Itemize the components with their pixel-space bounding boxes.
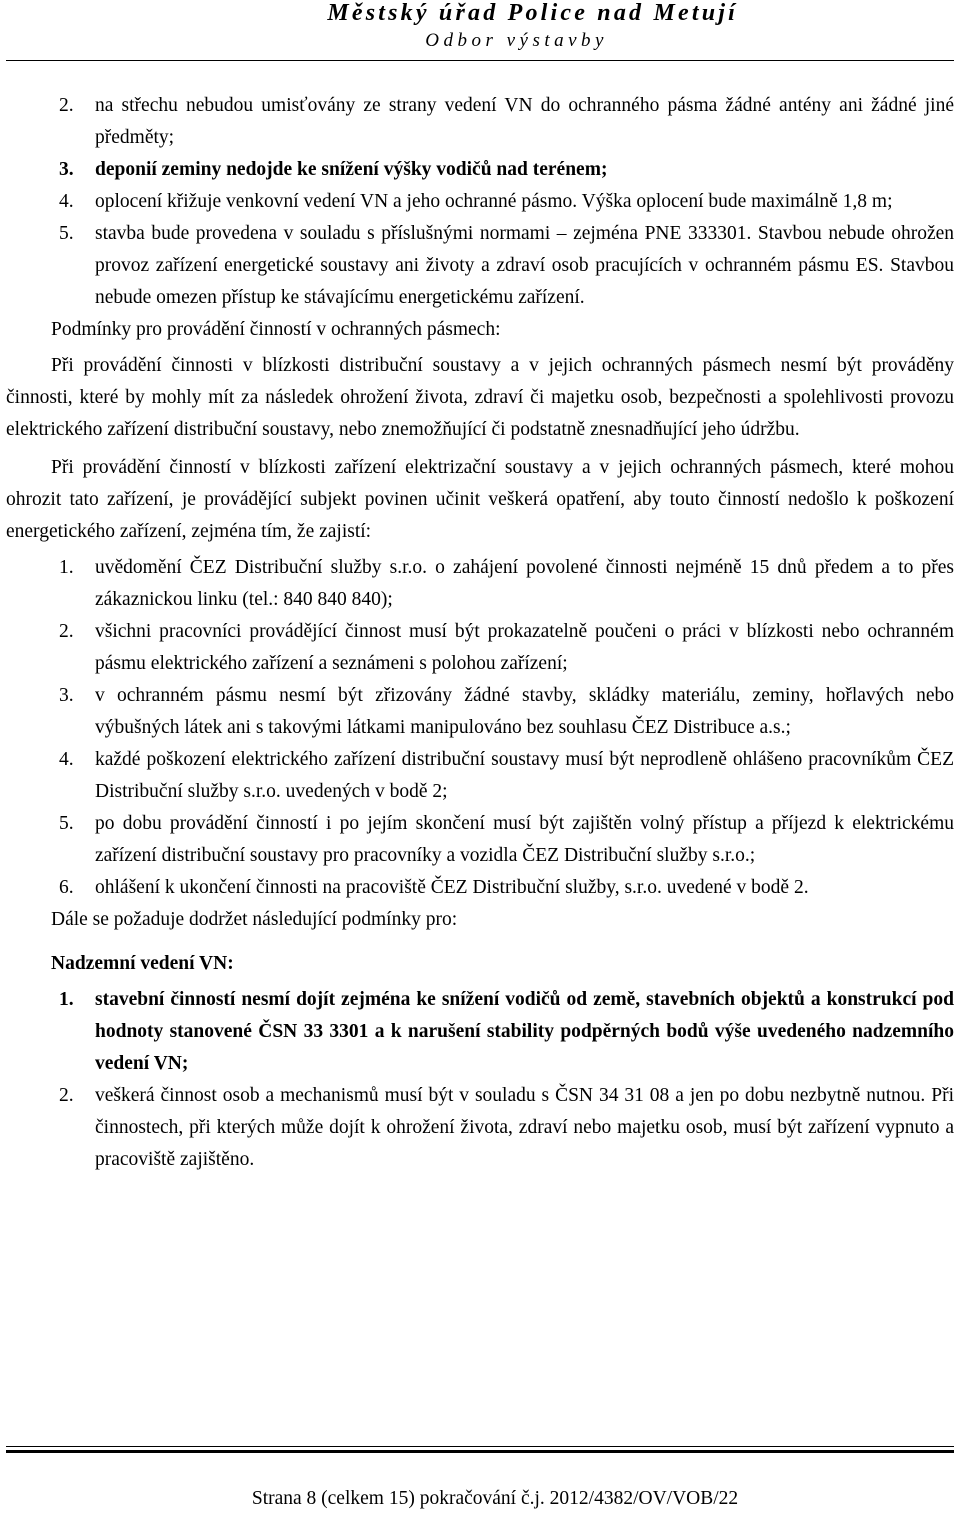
list-item-number: 1.: [59, 989, 74, 1010]
protection-measures-list: [6, 552, 954, 904]
list-item-text: všichni pracovníci provádějící činnost musí být prokazatelně poučeni o práci v blízkosti nebo ochranném pásmu elektrického zařízení a seznámeni s polohou zařízení;: [95, 621, 954, 674]
list-item-number: 2.: [59, 95, 74, 116]
overhead-line-conditions-list: [6, 984, 954, 1176]
list-item: [6, 218, 954, 314]
header-divider: [6, 60, 954, 61]
list-item-number: 5.: [59, 813, 74, 834]
list-item: [6, 808, 954, 872]
list-item-number: 6.: [59, 877, 74, 898]
list-item: [6, 90, 954, 154]
list-item-number: 5.: [59, 223, 74, 244]
further-conditions-text: Dále se požaduje dodržet následující podmínky pro:: [51, 909, 458, 930]
list-item-text: deponií zeminy nedojde ke snížení výšky vodičů nad terénem;: [95, 159, 608, 180]
list-item-number: 3.: [59, 159, 74, 180]
list-item: [6, 154, 954, 186]
list-item: [6, 872, 954, 904]
building-conditions-list: [6, 90, 954, 314]
list-item: [6, 984, 954, 1080]
header-subtitle: Odbor výstavby: [425, 30, 608, 51]
conditions-heading: Podmínky pro provádění činností v ochranných pásmech:: [51, 319, 501, 340]
overhead-line-heading: Nadzemní vedení VN:: [51, 953, 234, 974]
list-item-text: veškerá činnost osob a mechanismů musí být v souladu s ČSN 34 31 08 a jen po dobu nezbytně nutnou. Při činnostech, při kterých může dojít k ohrožení života, zdraví nebo majetku osob, musí být zařízení vypnuto a pracoviště zajištěno.: [95, 1085, 954, 1170]
list-item-number: 2.: [59, 1085, 74, 1106]
paragraph-protection-measures: Při provádění činností v blízkosti zařízení elektrizační soustavy a v jejich ochranných pásmech, které mohou ohrozit tato zařízení, je provádějící subjekt povinen učinit veškerá opatření, aby touto činností nedošlo k poškození energetického zařízení, zejména tím, že zajistí:: [6, 457, 954, 542]
list-item-text: po dobu provádění činností i po jejím skončení musí být zajištěn volný přístup a příjezd k elektrickému zařízení distribuční soustavy pro pracovníky a vozidla ČEZ Distribuční služby s.r.o.;: [95, 813, 954, 866]
list-item: [6, 616, 954, 680]
list-item-text: každé poškození elektrického zařízení distribuční soustavy musí být neprodleně ohlášeno pracovníkům ČEZ Distribuční služby s.r.o. uvedených v bodě 2;: [95, 749, 954, 802]
list-item: [6, 1080, 954, 1176]
list-item-number: 4.: [59, 191, 74, 212]
document-body: [6, 90, 954, 1176]
page-footer: Strana 8 (celkem 15) pokračování č.j. 2012/4382/OV/VOB/22: [251, 1488, 739, 1509]
footer-divider-thin: [6, 1446, 954, 1447]
header-title: Městský úřad Police nad Metují: [327, 0, 738, 26]
list-item-text: stavební činností nesmí dojít zejména ke snížení vodičů od země, stavebních objektů a konstrukcí pod hodnoty stanovené ČSN 33 3301 a k narušení stability podpěrných bodů výše uvedeného nadzemního vedení VN;: [95, 989, 954, 1074]
list-item-number: 2.: [59, 621, 74, 642]
paragraph-distribution-activity: Při provádění činnosti v blízkosti distribuční soustavy a v jejich ochranných pásmech nesmí být prováděny činnosti, které by mohly mít za následek ohrožení života, zdraví či majetku osob, bezpečnosti a spolehlivosti provozu elektrického zařízení distribuční soustavy, nebo znemožňující či podstatně znesnadňující jeho údržbu.: [6, 355, 954, 440]
list-item: [6, 552, 954, 616]
list-item-text: stavba bude provedena v souladu s příslušnými normami – zejména PNE 333301. Stavbou nebude ohrožen provoz zařízení energetické soustavy ani životy a zdraví osob pracujících v ochranném pásmu ES. Stavbou nebude omezen přístup ke stávajícímu energetickému zařízení.: [95, 223, 954, 308]
list-item-text: oplocení křižuje venkovní vedení VN a jeho ochranné pásmo. Výška oplocení bude maximálně 1,8 m;: [95, 191, 893, 212]
list-item-number: 3.: [59, 685, 74, 706]
list-item-text: v ochranném pásmu nesmí být zřizovány žádné stavby, skládky materiálu, zeminy, hořlavých nebo výbušných látek ani s takovými látkami manipulováno bez souhlasu ČEZ Distribuce a.s.;: [95, 685, 954, 738]
list-item: [6, 744, 954, 808]
footer-divider-thick: [6, 1450, 954, 1453]
list-item: [6, 186, 954, 218]
list-item-text: ohlášení k ukončení činnosti na pracoviště ČEZ Distribuční služby, s.r.o. uvedené v bodě 2.: [95, 877, 809, 898]
list-item-number: 4.: [59, 749, 74, 770]
list-item: [6, 680, 954, 744]
list-item-number: 1.: [59, 557, 74, 578]
list-item-text: uvědomění ČEZ Distribuční služby s.r.o. o zahájení povolené činnosti nejméně 15 dnů předem a to přes zákaznickou linku (tel.: 840 840 840);: [95, 557, 954, 610]
list-item-text: na střechu nebudou umisťovány ze strany vedení VN do ochranného pásma žádné antény ani žádné jiné předměty;: [95, 95, 954, 148]
